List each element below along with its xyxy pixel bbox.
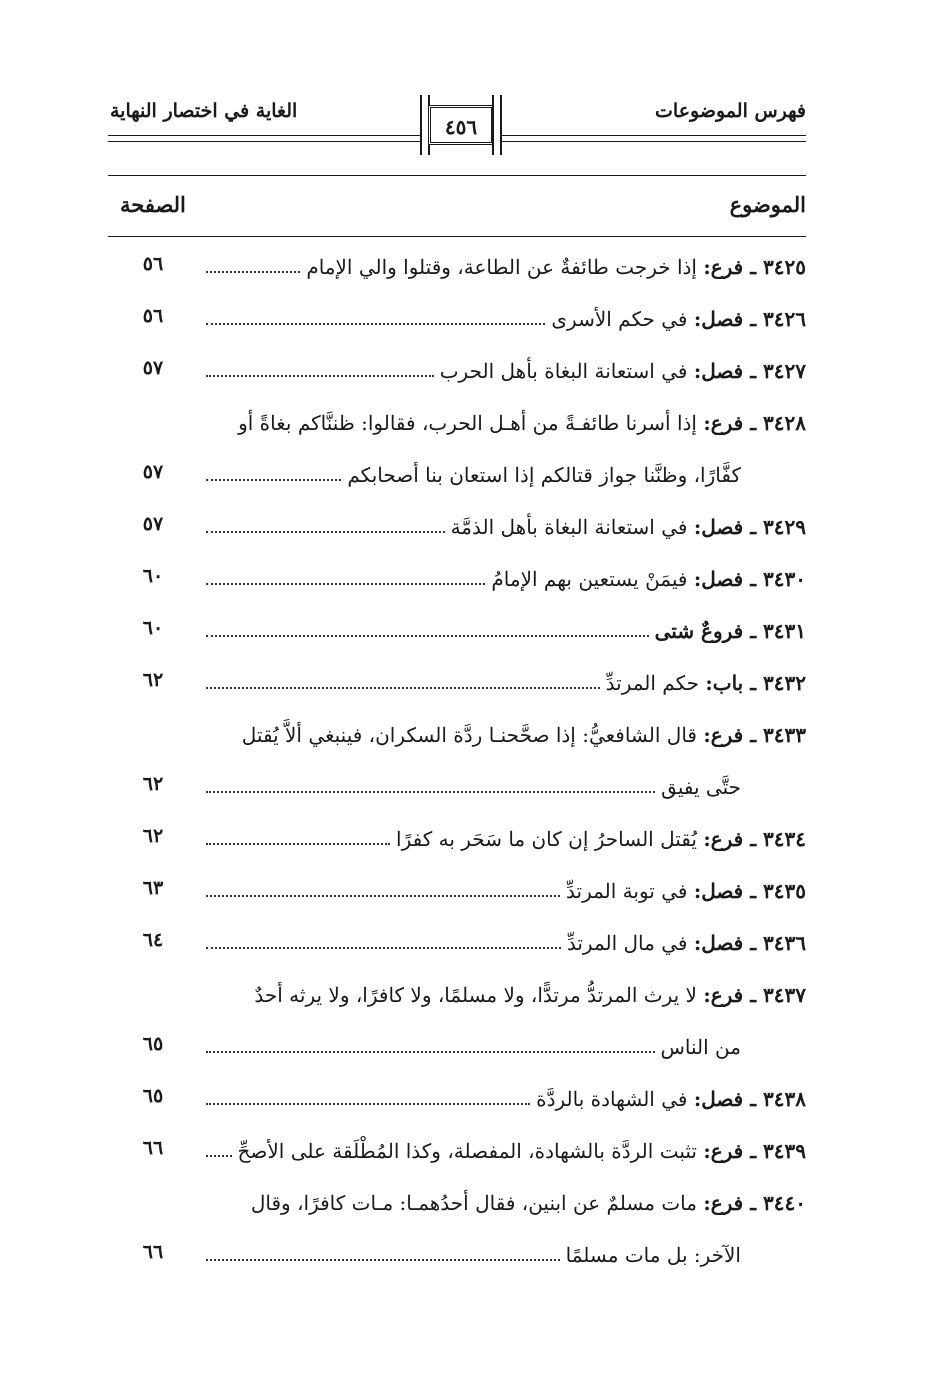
toc-entry-title: تثبت الردَّة بالشهادة، المفصلة، وكذا المُطْلَقة على الأصحِّ bbox=[237, 1139, 697, 1163]
toc-entry bbox=[206, 1181, 806, 1215]
toc-entry-page-number: ٦٤ bbox=[142, 929, 164, 951]
toc-entry-number: ٣٤٣٠ ـ فصل: bbox=[693, 567, 806, 591]
toc-entry-number: ٣٤٢٦ ـ فصل: bbox=[693, 307, 806, 331]
toc-entry-title: قال الشافعيُّ: إذا صحَّحنـا ردَّة السكران، فينبغي ألاَّ يُقتل bbox=[241, 723, 697, 747]
toc-entry-title: الآخر: بل مات مسلمًا bbox=[565, 1243, 741, 1267]
toc-entry-continuation bbox=[206, 453, 741, 487]
toc-entry-text bbox=[600, 671, 806, 695]
leader-dots bbox=[206, 895, 560, 897]
toc-entry-page-number: ٦٢ bbox=[142, 669, 164, 691]
leader-dots bbox=[206, 271, 300, 273]
leader-dots bbox=[206, 1103, 530, 1105]
toc-entry-title: حكم المرتدِّ bbox=[605, 671, 700, 695]
toc-entry-title: في استعانة البغاة بأهل الذمَّة bbox=[450, 515, 688, 539]
toc-entry-title: في الشهادة بالردَّة bbox=[536, 1087, 688, 1111]
toc-entry-page-number: ٦٥ bbox=[142, 1033, 164, 1055]
toc-entry bbox=[206, 297, 806, 331]
toc-entry-text bbox=[236, 723, 806, 747]
toc-entry-number: ٣٤٣٨ ـ فصل: bbox=[693, 1087, 806, 1111]
leader-dots bbox=[206, 375, 434, 377]
toc-entry-title: في حكم الأسرى bbox=[551, 307, 688, 331]
leader-dots bbox=[206, 791, 655, 793]
toc-entry bbox=[206, 557, 806, 591]
toc-entry-text bbox=[445, 515, 806, 539]
leader-dots bbox=[206, 1259, 560, 1261]
toc-entry-text bbox=[649, 619, 806, 643]
toc-entry-page-number: ٦٦ bbox=[142, 1137, 164, 1159]
toc-entry-text bbox=[655, 1035, 742, 1059]
leader-dots bbox=[206, 583, 485, 585]
header-rule-bottom bbox=[108, 175, 806, 176]
leader-dots bbox=[206, 947, 561, 949]
toc-entry-text bbox=[232, 1139, 807, 1163]
toc-entry-title: من الناس bbox=[660, 1035, 741, 1059]
toc-entry bbox=[206, 817, 806, 851]
toc-entry-number: ٣٤٢٨ ـ فرع: bbox=[703, 411, 806, 435]
toc-entry-text bbox=[232, 411, 806, 435]
toc-entry bbox=[206, 661, 806, 695]
toc-entry bbox=[206, 1129, 806, 1163]
toc-entry bbox=[206, 869, 806, 903]
toc-entry-text bbox=[560, 1243, 741, 1267]
leader-dots bbox=[206, 531, 445, 533]
leader-dots bbox=[206, 323, 545, 325]
toc-entry-page-number: ٦٥ bbox=[142, 1085, 164, 1107]
toc-entry-text bbox=[390, 827, 806, 851]
toc-entry-title: مات مسلمٌ عن ابنين، فقال أحدُهمـا: مـات كافرًا، وقال bbox=[250, 1191, 697, 1215]
toc-entry-title: في توبة المرتدِّ bbox=[566, 879, 688, 903]
toc-entry-text bbox=[245, 1191, 806, 1215]
toc-entry-page-number: ٦٦ bbox=[142, 1241, 164, 1263]
toc-entry bbox=[206, 245, 806, 279]
page-number-box bbox=[420, 95, 502, 155]
leader-dots bbox=[206, 687, 600, 689]
toc-entry-title: يُقتل الساحرُ إن كان ما سَحَر به كفرًا bbox=[396, 827, 697, 851]
toc-entry-number: ٣٤٢٩ ـ فصل: bbox=[693, 515, 806, 539]
toc-entry-continuation bbox=[206, 765, 741, 799]
running-header-book-title: الغاية في اختصار النهاية bbox=[110, 100, 298, 122]
leader-dots bbox=[206, 1155, 232, 1157]
toc-entry-title: في استعانة البغاة بأهل الحرب bbox=[439, 359, 688, 383]
toc-entry-title: في مال المرتدِّ bbox=[566, 931, 688, 955]
page-number: ٤٥٦ bbox=[444, 115, 478, 139]
toc-entry-text bbox=[560, 879, 806, 903]
toc-entry-text bbox=[434, 359, 806, 383]
column-heading-topic: الموضوع bbox=[729, 192, 806, 217]
toc-entry-text bbox=[530, 1087, 806, 1111]
leader-dots bbox=[206, 635, 649, 637]
toc-entry-number: ٣٤٣٣ ـ فرع: bbox=[703, 723, 806, 747]
toc-entry bbox=[206, 609, 806, 643]
toc-entry-title: إذا خرجت طائفةٌ عن الطاعة، وقتلوا والي الإمام bbox=[306, 255, 697, 279]
toc-entry-text bbox=[561, 931, 806, 955]
leader-dots bbox=[206, 843, 390, 845]
toc-entry-continuation bbox=[206, 1233, 741, 1267]
toc-entry-text bbox=[545, 307, 806, 331]
toc-entry-page-number: ٦٣ bbox=[142, 877, 164, 899]
toc-entry-number: ٣٤٣٦ ـ فصل: bbox=[693, 931, 806, 955]
toc-entry bbox=[206, 349, 806, 383]
toc-entry-text bbox=[248, 983, 806, 1007]
toc-entry-title: فيمَنْ يستعين بهم الإمامُ bbox=[491, 567, 688, 591]
toc-entry-page-number: ٦٠ bbox=[142, 565, 164, 587]
toc-entry-number: ٣٤٤٠ ـ فرع: bbox=[703, 1191, 806, 1215]
column-heading-page: الصفحة bbox=[120, 192, 186, 217]
toc-entry-number: ٣٤٣٥ ـ فصل: bbox=[693, 879, 806, 903]
toc-entry bbox=[206, 973, 806, 1007]
toc-entry bbox=[206, 713, 806, 747]
toc-entry bbox=[206, 1077, 806, 1111]
toc-entry-page-number: ٥٧ bbox=[142, 357, 164, 379]
leader-dots bbox=[206, 479, 341, 481]
toc-entry-number: ٣٤٣٢ ـ باب: bbox=[705, 671, 806, 695]
toc-entry-number: ٣٤٣٤ ـ فرع: bbox=[703, 827, 806, 851]
toc-entry-number: ٣٤٢٧ ـ فصل: bbox=[693, 359, 806, 383]
toc-entry-title: إذا أسرنا طائفـةً من أهـل الحرب، فقالوا: ظننَّاكم بغاةً أو bbox=[238, 411, 697, 435]
toc-entry-text bbox=[341, 463, 741, 487]
toc-entry-page-number: ٦٢ bbox=[142, 773, 164, 795]
toc-entry-page-number: ٥٧ bbox=[142, 461, 164, 483]
toc-entry-text bbox=[485, 567, 806, 591]
toc-entry-text bbox=[655, 775, 741, 799]
toc-entry-number: ٣٤٣٧ ـ فرع: bbox=[703, 983, 806, 1007]
toc-entry-number: ٣٤٣٩ ـ فرع: bbox=[703, 1139, 806, 1163]
toc-entry-number: ٣٤٣١ ـ فروعٌ شتى bbox=[654, 619, 806, 643]
toc-entry-page-number: ٦٠ bbox=[142, 617, 164, 639]
toc-entry-title: لا يرث المرتدُّ مرتدًّا، ولا مسلمًا، ولا كافرًا، ولا يرثه أحدٌ bbox=[254, 983, 697, 1007]
toc-entry-title: كفَّارًا، وظنَّنا جواز قتالكم إذا استعان بنا أصحابكم bbox=[347, 463, 741, 487]
column-heading-rule bbox=[108, 236, 806, 237]
toc-entry-page-number: ٦٢ bbox=[142, 825, 164, 847]
running-header-section: فهرس الموضوعات bbox=[655, 100, 806, 122]
toc-entry-page-number: ٥٧ bbox=[142, 513, 164, 535]
leader-dots bbox=[206, 1051, 655, 1053]
toc-entry-text bbox=[300, 255, 806, 279]
toc-entry-page-number: ٥٦ bbox=[142, 305, 164, 327]
toc-entry bbox=[206, 401, 806, 435]
toc-entry-title: حتَّى يفيق bbox=[661, 775, 741, 799]
toc-entry-number: ٣٤٢٥ ـ فرع: bbox=[703, 255, 806, 279]
toc-entry-continuation bbox=[206, 1025, 741, 1059]
toc-entry-page-number: ٥٦ bbox=[142, 253, 164, 275]
toc-entry bbox=[206, 921, 806, 955]
toc-entry bbox=[206, 505, 806, 539]
